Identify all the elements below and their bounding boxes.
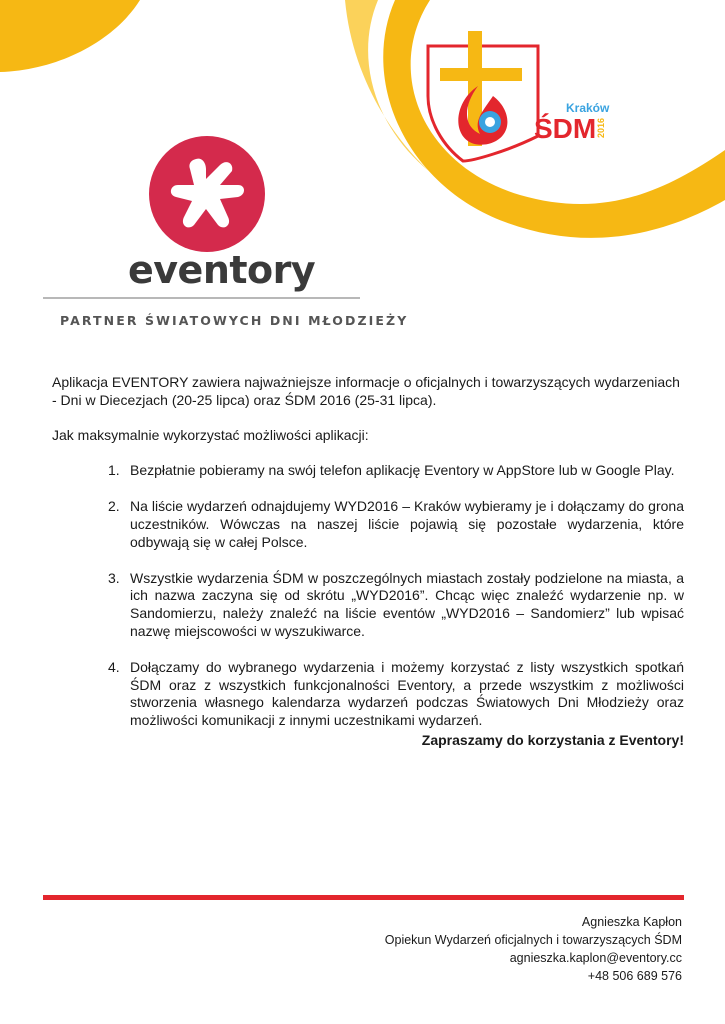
list-item [52,659,684,730]
brand-divider [43,297,360,299]
sdm-name: ŚDM [534,113,597,144]
invite-text: Zapraszamy do korzystania z Eventory! [421,732,684,748]
step-text: Dołączamy do wybranego wydarzenia i możemy korzystać z listy wszystkich spotkań ŚDM oraz z wszystkich funkcjonalności Eventory, a przede wszystkim z możliwości stworzenia własnego kalendarza wydarzeń podczas Światowych Dni Młodzieży oraz możliwości komunikacji z innymi uczestnikami wydarzeń. [130,658,684,729]
step-number: 3. [108,569,120,586]
contact-phone[interactable]: +48 506 689 576 [587,969,682,983]
list-item [52,498,684,551]
step-text: Na liście wydarzeń odnajdujemy WYD2016 – Kraków wybieramy je i dołączamy do grona uczestników. Wówczas na naszej liście pojawią się pozostałe wydarzenia, które odbywają się w całej Polsce. [130,498,684,550]
top-left-arc [0,0,140,72]
partner-tagline: PARTNER ŚWIATOWYCH DNI MŁODZIEŻY [60,313,409,328]
step-number: 2. [108,498,120,515]
intro-paragraph: Aplikacja EVENTORY zawiera najważniejsze informacje o oficjalnych i towarzyszących wydarzeniach - Dni w Diecezjach (20-25 lipca) oraz ŚDM 2016 (25-31 lipca). [52,374,680,408]
sdm-year: 2016 [596,117,606,138]
brand-wordmark: eventory [128,248,316,292]
contact-name: Agnieszka Kapłon [581,915,682,929]
contact-email[interactable]: agnieszka.kaplon@eventory.cc [509,951,682,965]
contact-block [385,913,682,985]
contact-role: Opiekun Wydarzeń oficjalnych i towarzyszących ŚDM [384,933,682,947]
eventory-logo-icon [148,135,266,253]
sdm-city: Kraków [566,101,610,115]
letter-body [52,374,684,748]
step-number: 1. [108,462,120,479]
list-item [52,570,684,641]
steps-list [52,462,684,730]
list-item [52,462,684,480]
footer-divider [43,895,684,900]
step-number: 4. [108,658,120,675]
lead-paragraph: Jak maksymalnie wykorzystać możliwości aplikacji: [52,426,369,443]
step-text: Wszystkie wydarzenia ŚDM w poszczególnych miastach zostały podzielone na miasta, a ich nazwa zaczyna się od skrótu „WYD2016”. Chcąc więc znaleźć wydarzenie np. w Sandomierzu, należy znaleźć na liście eventów „WYD2016 – Sandomierz” lub wpisać nazwę miejscowości w wyszukiwarce. [130,569,684,639]
sdm-krakow-logo [418,26,628,166]
step-text: Bezpłatnie pobieramy na swój telefon aplikację Eventory w AppStore lub w Google Play. [130,462,675,479]
